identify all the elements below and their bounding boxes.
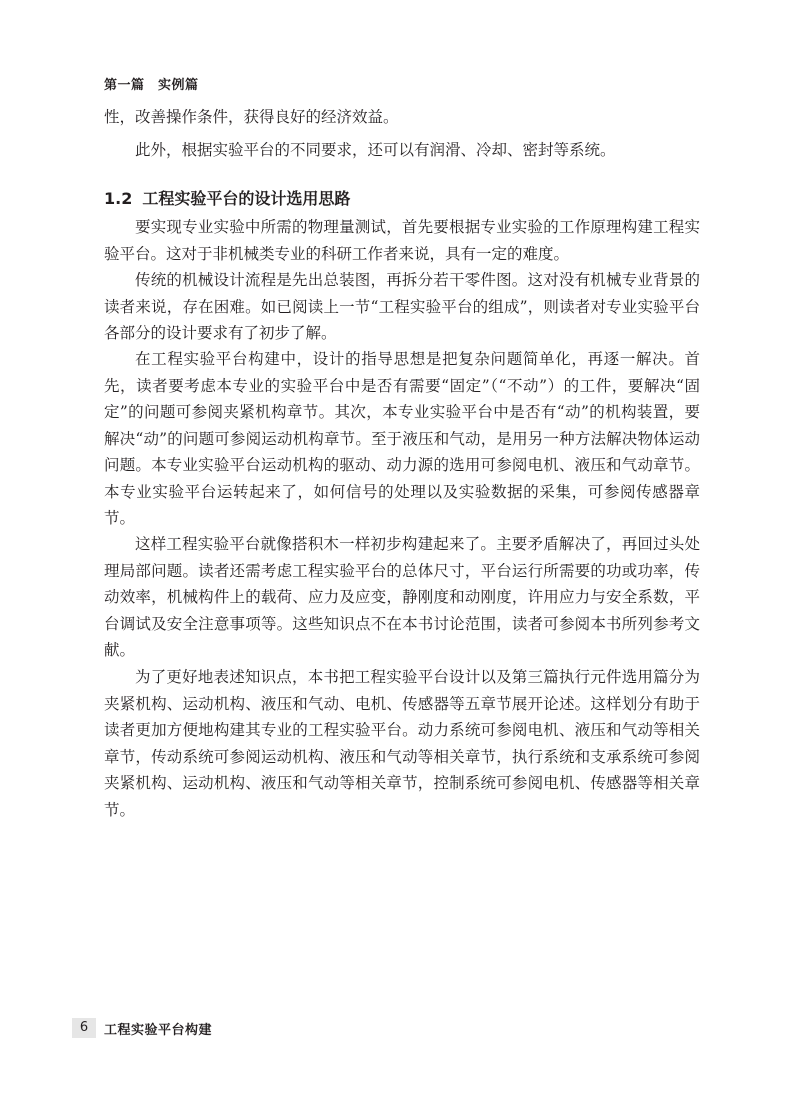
paragraph-intro: 要实现专业实验中所需的物理量测试，首先要根据专业实验的工作原理构建工程实验平台。这对于非机械类专业的科研工作者来说，具有一定的难度。 — [104, 218, 700, 263]
paragraph-traditional-design: 传统的机械设计流程是先出总装图，再拆分若干零件图。这对没有机械专业背景的读者来说，存在困难。如已阅读上一节“工程实验平台的组成”，则读者对专业实验平台各部分的设计要求有了初步了解。 — [104, 271, 700, 342]
paragraph-continued: 性，改善操作条件，获得良好的经济效益。 — [104, 108, 399, 126]
page-footer — [72, 1018, 212, 1038]
paragraph-design-approach: 在工程实验平台构建中，设计的指导思想是把复杂问题简单化，再逐一解决。首先，读者要考虑本专业的实验平台中是否有需要“固定”（“不动”）的工件，要解决“固定”的问题可参阅夹紧机构章节。其次，本专业实验平台中是否有“动”的机构装置，要解决“动”的问题可参阅运动机构章节。至于液压和气动，是用另一种方法解决物体运动问题。本专业实验平台运动机构的驱动、动力源的选用可参阅电机、液压和气动章节。本专业实验平台运转起来了，如何信号的处理以及实验数据的采集，可参阅传感器章节。 — [104, 350, 700, 527]
book-title: 工程实验平台构建 — [104, 1022, 213, 1038]
section-title: 工程实验平台的设计选用思路 — [142, 189, 351, 208]
section-heading — [104, 186, 350, 209]
paragraph-local-problems: 这样工程实验平台就像搭积木一样初步构建起来了。主要矛盾解决了，再回过头处理局部问题。读者还需考虑工程实验平台的总体尺寸，平台运行所需要的功或功率，传动效率，机械构件上的载荷、应力及应变，静刚度和动刚度，许用应力与安全系数，平台调试及安全注意事项等。这些知识点不在本书讨论范围，读者可参阅本书所列参考文献。 — [104, 535, 700, 659]
paragraph-additional-systems: 此外，根据实验平台的不同要求，还可以有润滑、冷却、密封等系统。 — [135, 141, 616, 159]
running-head: 第一篇 实例篇 — [104, 78, 199, 93]
section-number: 1.2 — [104, 189, 133, 208]
page-number: 6 — [72, 1018, 96, 1038]
paragraph-chapter-division: 为了更好地表述知识点，本书把工程实验平台设计以及第三篇执行元件选用篇分为夹紧机构、运动机构、液压和气动、电机、传感器等五章节展开论述。这样划分有助于读者更加方便地构建其专业的工程实验平台。动力系统可参阅电机、液压和气动等相关章节，传动系统可参阅运动机构、液压和气动等相关章节，执行系统和支承系统可参阅夹紧机构、运动机构、液压和气动等相关章节，控制系统可参阅电机、传感器等相关章节。 — [104, 668, 700, 819]
